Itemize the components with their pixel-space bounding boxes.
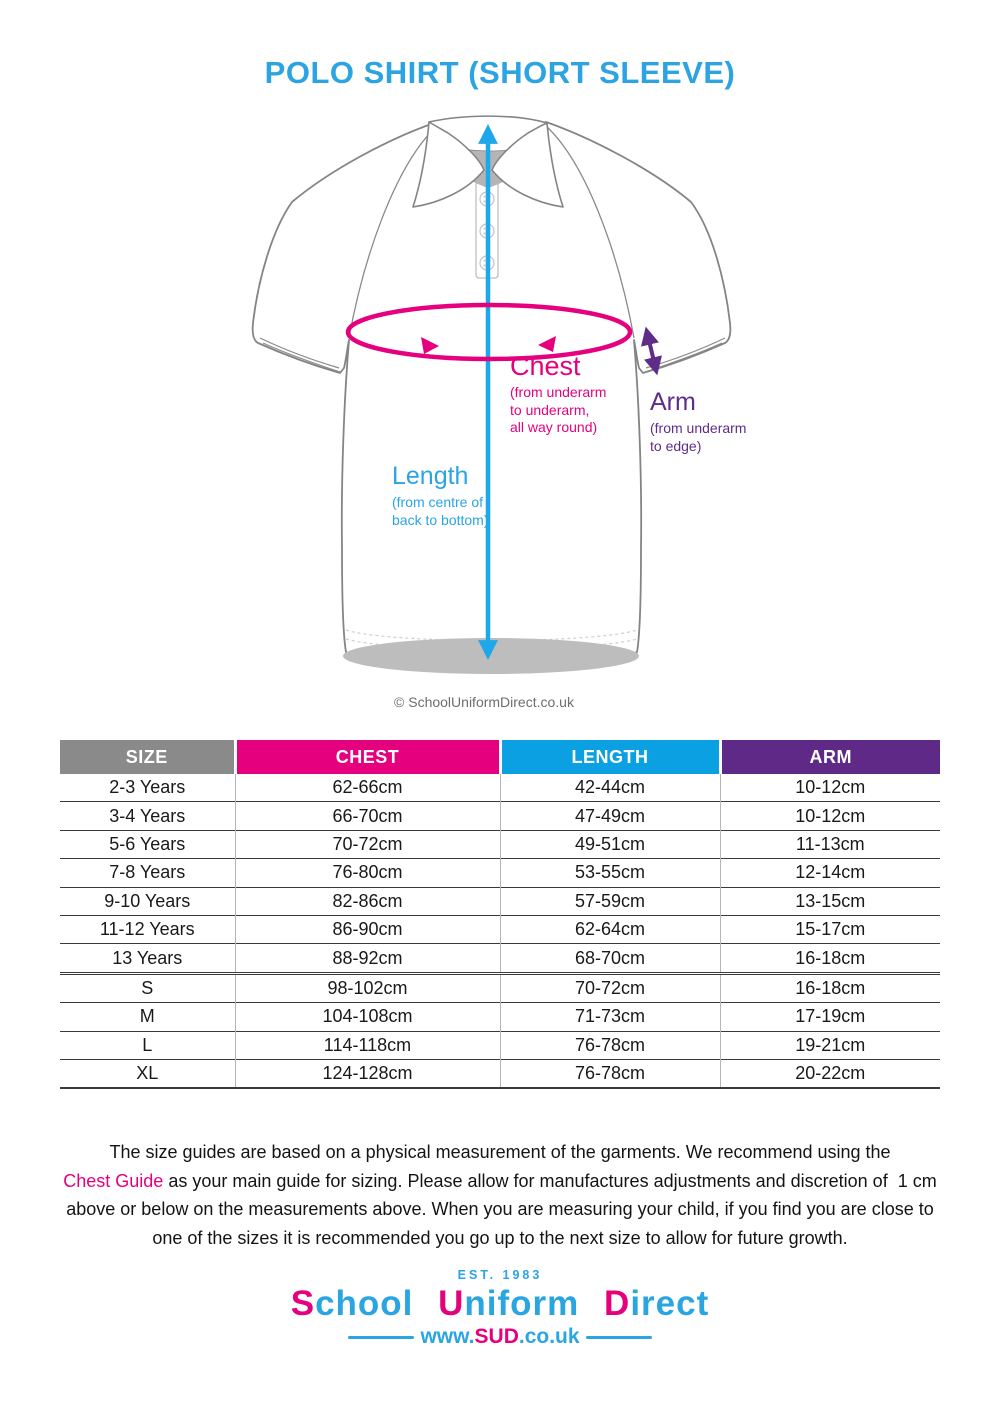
length-cell: 71-73cm xyxy=(500,1003,720,1031)
chest-label-title: Chest xyxy=(510,351,581,381)
arm-cell: 11-13cm xyxy=(720,830,940,858)
est-1983-label: EST. 1983 xyxy=(457,1268,543,1282)
length-cell: 47-49cm xyxy=(500,802,720,830)
size-cell: XL xyxy=(60,1059,235,1088)
size-cell: L xyxy=(60,1031,235,1059)
size-cell: 9-10 Years xyxy=(60,887,235,915)
table-row xyxy=(60,915,940,943)
chest-cell: 98-102cm xyxy=(235,973,500,1002)
table-row xyxy=(60,859,940,887)
logo-name: School Uniform Direct xyxy=(290,1284,710,1323)
size-cell: 13 Years xyxy=(60,944,235,973)
table-row xyxy=(60,1003,940,1031)
arm-label-description: (from underarm to edge) xyxy=(650,420,747,454)
chest-cell: 66-70cm xyxy=(235,802,500,830)
size-cell: 3-4 Years xyxy=(60,802,235,830)
table-header-length: LENGTH xyxy=(500,740,720,774)
chest-cell: 62-66cm xyxy=(235,774,500,802)
length-cell: 62-64cm xyxy=(500,915,720,943)
logo-url: www.SUD.co.uk xyxy=(0,1325,1000,1349)
note-line-4: one of the sizes it is recommended you go up to the next size to allow for future growth. xyxy=(152,1227,848,1248)
length-cell: 49-51cm xyxy=(500,830,720,858)
length-cell: 42-44cm xyxy=(500,774,720,802)
size-cell: M xyxy=(60,1003,235,1031)
arm-label-title: Arm xyxy=(650,388,696,416)
school-uniform-direct-logo xyxy=(0,1268,1000,1349)
length-cell: 68-70cm xyxy=(500,944,720,973)
size-chart-table xyxy=(60,740,940,1089)
note-line-3: above or below on the measurements above. When you are measuring your child, if you find you are close to xyxy=(66,1199,934,1219)
size-cell: 5-6 Years xyxy=(60,830,235,858)
page-title: POLO SHIRT (SHORT SLEEVE) xyxy=(264,55,736,90)
chest-cell: 88-92cm xyxy=(235,944,500,973)
table-row xyxy=(60,887,940,915)
table-row xyxy=(60,1059,940,1088)
size-cell: 11-12 Years xyxy=(60,915,235,943)
table-header-row xyxy=(60,740,940,774)
chest-cell: 76-80cm xyxy=(235,859,500,887)
chest-cell: 124-128cm xyxy=(235,1059,500,1088)
note-line-1: The size guides are based on a physical measurement of the garments. We recommend using the xyxy=(109,1142,891,1162)
arm-cell: 20-22cm xyxy=(720,1059,940,1088)
length-cell: 57-59cm xyxy=(500,887,720,915)
note-line-2: Chest Guide as your main guide for sizing. Please allow for manufactures adjustments and discretion of 1 cm xyxy=(63,1170,937,1191)
arm-cell: 16-18cm xyxy=(720,973,940,1002)
table-row xyxy=(60,774,940,802)
arm-cell: 17-19cm xyxy=(720,1003,940,1031)
chest-measure-label xyxy=(510,352,606,437)
arm-cell: 12-14cm xyxy=(720,859,940,887)
table-row xyxy=(60,973,940,1002)
copyright-text: © SchoolUniformDirect.co.uk xyxy=(394,694,574,710)
table-header-size: SIZE xyxy=(60,740,235,774)
size-cell: 2-3 Years xyxy=(109,777,186,798)
chest-cell: 82-86cm xyxy=(235,887,500,915)
length-cell: 70-72cm xyxy=(500,973,720,1002)
chest-cell: 114-118cm xyxy=(235,1031,500,1059)
size-cell: 7-8 Years xyxy=(60,859,235,887)
length-cell: 76-78cm xyxy=(500,1059,720,1088)
length-label-title: Length xyxy=(392,462,469,490)
arm-cell: 13-15cm xyxy=(720,887,940,915)
length-cell: 76-78cm xyxy=(500,1031,720,1059)
length-measure-label xyxy=(392,462,489,529)
table-row xyxy=(60,830,940,858)
length-cell: 53-55cm xyxy=(500,859,720,887)
table-row xyxy=(60,802,940,830)
sizing-note xyxy=(50,1138,950,1252)
size-cell: S xyxy=(60,973,235,1002)
arm-cell: 16-18cm xyxy=(720,944,940,973)
chest-cell: 86-90cm xyxy=(235,915,500,943)
table-row xyxy=(60,944,940,973)
table-header-chest: CHEST xyxy=(235,740,500,774)
length-label-description: (from centre of back to bottom) xyxy=(392,494,489,528)
hem-shadow xyxy=(343,638,639,674)
chest-guide-highlight: Chest Guide xyxy=(63,1170,164,1191)
url-dash-right xyxy=(586,1336,652,1339)
chest-cell: 104-108cm xyxy=(235,1003,500,1031)
arm-cell: 10-12cm xyxy=(720,802,940,830)
table-header-arm: ARM xyxy=(720,740,940,774)
arm-cell: 10-12cm xyxy=(720,774,940,802)
url-dash-left xyxy=(348,1336,414,1339)
chest-cell: 70-72cm xyxy=(235,830,500,858)
arm-cell: 19-21cm xyxy=(720,1031,940,1059)
arm-cell: 15-17cm xyxy=(720,915,940,943)
arm-measure-label xyxy=(650,388,746,455)
chest-label-description: (from underarm to underarm, all way round) xyxy=(510,384,607,435)
table-row xyxy=(60,1031,940,1059)
